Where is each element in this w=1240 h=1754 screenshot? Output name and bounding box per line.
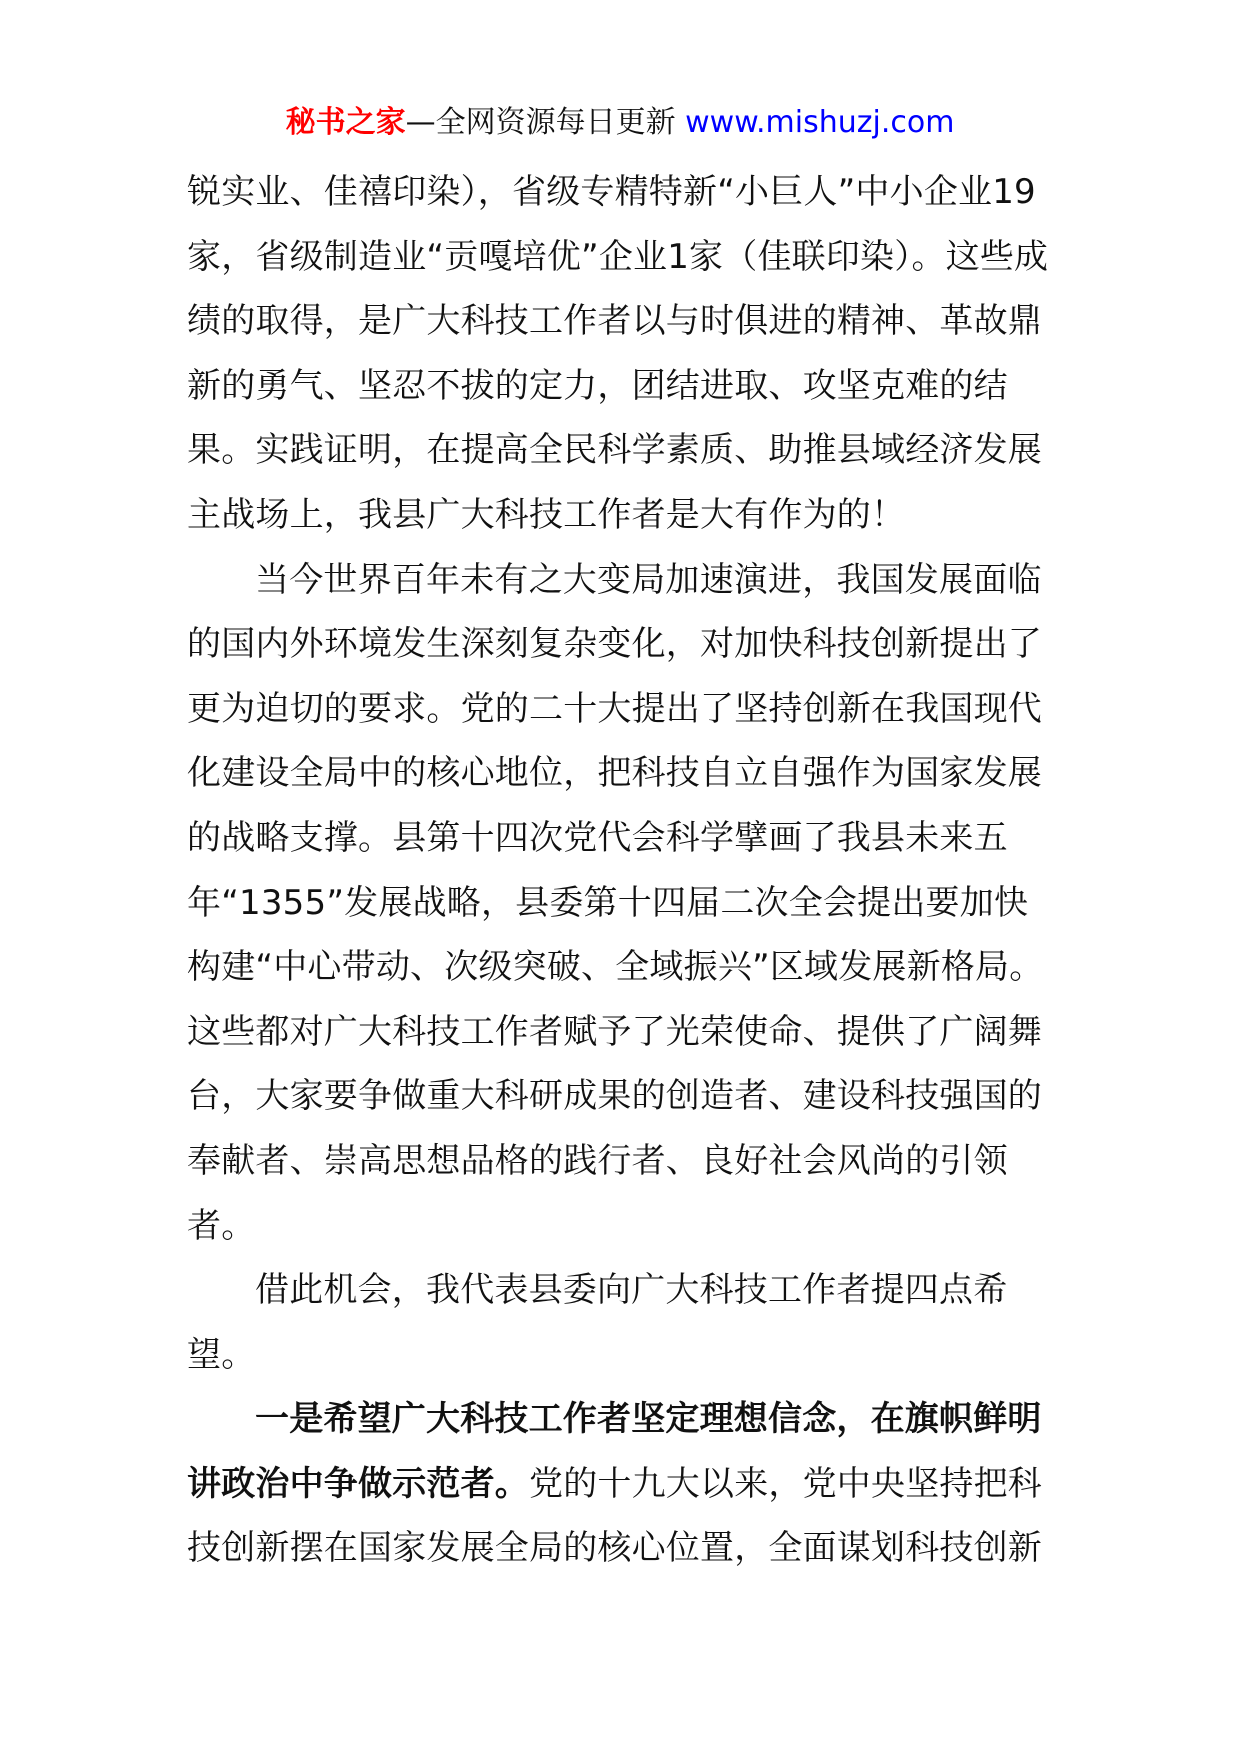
paragraph-text: 党的十九大以来，党中央坚持把科技创新摆在国家发展全局的核心位置，全面谋划科技创新 xyxy=(187,1463,1042,1569)
brand-name: 秘书之家 xyxy=(285,105,406,140)
page-header xyxy=(0,98,1240,148)
paragraph-continued xyxy=(187,160,1055,548)
paragraph-text: 借此机会，我代表县委向广大科技工作者提四点希望。 xyxy=(187,1270,1008,1375)
website-link[interactable]: www.mishuzj.com xyxy=(685,105,955,140)
point-heading: 一是希望广大科技工作者坚定理想信念，在旗帜鲜明讲政治中争做示范者。 xyxy=(187,1399,1042,1504)
paragraph xyxy=(187,1258,1055,1387)
paragraph-text: 当今世界百年未有之大变局加速演进，我国发展面临的国内外环境发生深刻复杂变化，对加快科技创新提出了更为迫切的要求。党的二十大提出了坚持创新在我国现代化建设全局中的核心地位，把科技自立自强作为国家发展的战略支撑。县第十四次党代会科学擘画了我县未来五年“1355”发展战略，县委第十四届二次全会提出要加快构建“中心带动、次级突破、全域振兴”区域发展新格局。这些都对广大科技工作者赋予了光荣使命、提供了广阔舞台，大家要争做重大科研成果的创造者、建设科技强国的奉献者、崇高思想品格的践行者、良好社会风尚的引领者。 xyxy=(187,559,1044,1246)
document-body xyxy=(187,160,1055,1581)
header-tagline: —全网资源每日更新 xyxy=(405,105,686,140)
paragraph-point-one xyxy=(187,1387,1055,1581)
paragraph xyxy=(187,548,1055,1259)
paragraph-text: 锐实业、佳禧印染），省级专精特新“小巨人”中小企业19家，省级制造业“贡嘎培优”企业1家（佳联印染）。这些成绩的取得，是广大科技工作者以与时俱进的精神、革故鼎新的勇气、坚忍不拔的定力，团结进取、攻坚克难的结果。实践证明，在提高全民科学素质、助推县域经济发展主战场上，我县广大科技工作者是大有作为的！ xyxy=(187,172,1049,535)
